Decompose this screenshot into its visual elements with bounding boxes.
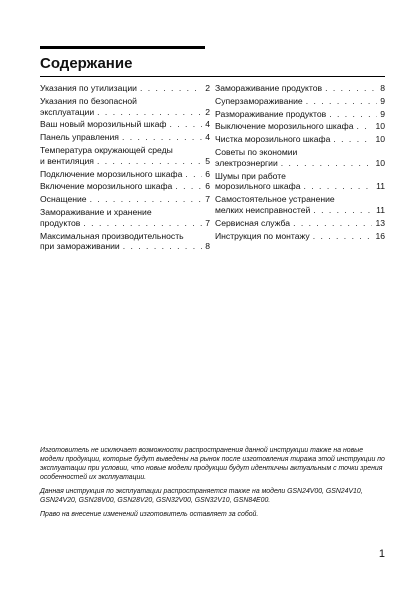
toc-entry-title: Указания по безопасной [40, 95, 137, 106]
toc-entry-title: Максимальная производительность [40, 230, 184, 241]
toc-entry[interactable] [215, 231, 385, 242]
toc-entry[interactable] [40, 119, 210, 130]
toc-entry[interactable] [40, 207, 210, 229]
toc-entry-page: 7 [205, 217, 210, 228]
toc-entry-page: 11 [376, 181, 385, 192]
toc-entry[interactable] [40, 83, 210, 94]
toc-entry[interactable] [40, 145, 210, 167]
toc-entry-page: 4 [205, 119, 210, 130]
title-top-rule [40, 46, 205, 49]
toc-entry[interactable] [215, 121, 385, 132]
toc-entry-title: Выключение морозильного шкафа [215, 121, 354, 132]
toc-entry-page: 6 [205, 181, 210, 192]
dot-leader [304, 181, 374, 192]
toc-entry-title: Замораживание и хранение [40, 206, 152, 217]
toc-entry[interactable] [40, 194, 210, 205]
dot-leader [123, 241, 202, 252]
toc-entry-title: Суперзамораживание [215, 95, 303, 106]
toc-entry-title: и вентиляция [40, 155, 94, 166]
toc-entry[interactable] [215, 134, 385, 145]
toc-entry-title: продуктов [40, 217, 81, 228]
toc-entry-page: 13 [375, 217, 385, 228]
toc-entry-page: 8 [380, 83, 385, 93]
toc-entry-page: 9 [380, 95, 385, 106]
toc-entry-page: 4 [205, 132, 210, 143]
toc-entry-page: 2 [205, 83, 210, 93]
toc-entry-title: Советы по экономии [215, 146, 298, 157]
toc-entry[interactable] [215, 96, 385, 107]
toc-left-column [40, 83, 210, 254]
toc-entry-title: Включение морозильного шкафа [40, 181, 173, 192]
toc-entry-title: Размораживание продуктов [215, 108, 327, 119]
notes-block [40, 446, 385, 524]
toc-entry[interactable] [40, 181, 210, 192]
dot-leader [122, 132, 202, 143]
toc-entry-title: электроэнергии [215, 157, 278, 168]
dot-leader [293, 218, 372, 229]
note-paragraph: Право на внесение изменений изготовитель оставляет за собой. [40, 511, 259, 518]
toc-entry-page: 6 [205, 168, 210, 179]
toc-entry-title: при замораживании [40, 241, 120, 252]
toc-entry[interactable] [215, 218, 385, 229]
toc-entry-page: 11 [376, 204, 385, 215]
toc-entry-page: 7 [205, 194, 210, 205]
title-bottom-rule [40, 76, 385, 77]
note-paragraph: Данная инструкция по эксплуатации распространяется также на модели GSN24V00, GSN24V10, GSN24V20, GSN28V00, GSN28V20, GSN32V00, GSN32V10, GSN84E00. [40, 488, 363, 504]
toc-entry-page: 10 [375, 134, 385, 145]
dot-leader [90, 194, 203, 205]
dot-leader [97, 156, 202, 167]
dot-leader [97, 107, 202, 118]
page-title: Содержание [40, 55, 133, 72]
toc-entry[interactable] [40, 169, 210, 180]
toc-entry[interactable] [215, 194, 385, 216]
toc-entry[interactable] [40, 132, 210, 143]
toc-entry-title: морозильного шкафа [215, 181, 301, 192]
toc-entry-title: Оснащение [40, 194, 87, 205]
dot-leader [313, 231, 373, 242]
dot-leader [325, 83, 377, 94]
dot-leader [83, 218, 202, 229]
toc-entry-title: Замораживание продуктов [215, 83, 323, 93]
toc-entry-title: Инструкция по монтажу [215, 230, 310, 241]
toc-entry-page: 10 [375, 121, 385, 132]
dot-leader [313, 205, 373, 216]
dot-leader [333, 134, 372, 145]
dot-leader [281, 158, 373, 169]
page-number: 1 [378, 548, 385, 560]
dot-leader [329, 109, 377, 120]
toc-entry[interactable] [215, 83, 385, 94]
toc-entry-title: Указания по утилизации [40, 83, 137, 93]
toc-entry-title: Ваш новый морозильный шкаф [40, 119, 167, 130]
toc-entry[interactable] [215, 147, 385, 169]
toc-entry-page: 8 [205, 241, 210, 252]
toc-entry[interactable] [215, 109, 385, 120]
toc-entry-title: Самостоятельное устранение [215, 194, 335, 205]
toc-entry-page: 16 [375, 230, 385, 241]
toc-entry[interactable] [40, 96, 210, 118]
toc-entry[interactable] [215, 171, 385, 193]
toc-entry-title: эксплуатации [40, 106, 95, 117]
toc-entry-title: Чистка морозильного шкафа [215, 134, 331, 145]
toc-entry-page: 10 [375, 157, 385, 168]
toc-entry-title: Подключение морозильного шкафа [40, 168, 183, 179]
toc-entry-title: Шумы при работе [215, 170, 286, 181]
toc-entry-title: мелких неисправностей [215, 204, 311, 215]
dot-leader [140, 83, 202, 94]
toc-right-column [215, 83, 385, 243]
dot-leader [185, 169, 202, 180]
toc-entry[interactable] [40, 231, 210, 253]
toc-entry-page: 5 [205, 155, 210, 166]
toc-entry-page: 9 [380, 108, 385, 119]
dot-leader [175, 181, 202, 192]
toc-entry-title: Сервисная служба [215, 217, 291, 228]
dot-leader [357, 121, 373, 132]
dot-leader [306, 96, 378, 107]
dot-leader [169, 119, 202, 130]
note-paragraph: Изготовитель не исключает возможности распространения данной инструкции также на новые модели продукции, которые будут выведены на рынок после изготовления тиража этой инструкции по эксплуатации при условии, что новые модели продукции будут идентичны актуальным с точки зрения особенностей их эксплуатации. [40, 447, 385, 481]
toc-entry-title: Панель управления [40, 132, 119, 143]
toc-entry-page: 2 [205, 106, 210, 117]
toc-entry-title: Температура окружающей среды [40, 144, 173, 155]
